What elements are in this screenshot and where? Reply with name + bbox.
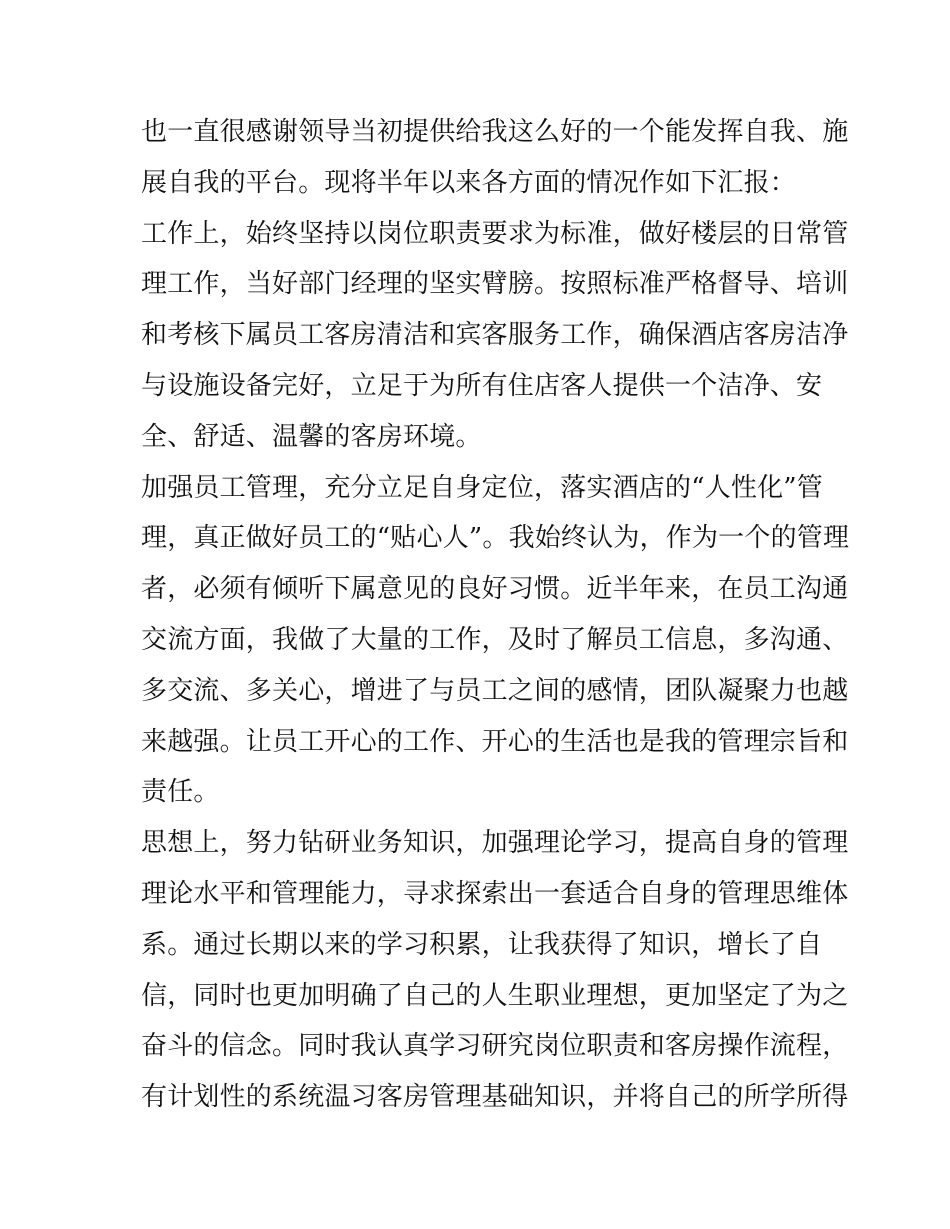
text-line: 奋斗的信念。同时我认真学习研究岗位职责和客房操作流程， — [141, 1031, 849, 1062]
text-line: 责任。 — [141, 777, 220, 808]
text-line: 理，真正做好员工的“贴心人”。我始终认为，作为一个的管理 — [141, 523, 850, 554]
text-line: 理论水平和管理能力，寻求探索出一套适合自身的管理思维体 — [141, 878, 849, 909]
document-body — [141, 107, 850, 1123]
text-line: 展自我的平台。现将半年以来各方面的情况作如下汇报： — [141, 167, 797, 198]
text-line: 全、舒适、温馨的客房环境。 — [141, 421, 482, 452]
text-line: 思想上，努力钻研业务知识，加强理论学习，提高自身的管理 — [141, 828, 849, 859]
text-line: 和考核下属员工客房清洁和宾客服务工作，确保酒店客房洁净 — [141, 320, 849, 351]
text-line: 与设施设备完好，立足于为所有住店客人提供一个洁净、安 — [141, 370, 823, 401]
text-line: 也一直很感谢领导当初提供给我这么好的一个能发挥自我、施 — [141, 117, 849, 147]
text-line: 交流方面，我做了大量的工作，及时了解员工信息，多沟通、 — [141, 624, 849, 655]
text-line: 多交流、多关心，增进了与员工之间的感情，团队凝聚力也越 — [141, 675, 849, 706]
text-line: 工作上，始终坚持以岗位职责要求为标准，做好楼层的日常管 — [141, 218, 849, 249]
text-line: 信，同时也更加明确了自己的人生职业理想，更加坚定了为之 — [141, 980, 849, 1011]
text-line: 来越强。让员工开心的工作、开心的生活也是我的管理宗旨和 — [141, 726, 849, 757]
text-line: 者，必须有倾听下属意见的良好习惯。近半年来，在员工沟通 — [141, 574, 849, 605]
text-line: 系。通过长期以来的学习积累，让我获得了知识，增长了自 — [141, 929, 823, 960]
text-line: 有计划性的系统温习客房管理基础知识，并将自己的所学所得 — [141, 1082, 849, 1113]
text-line: 加强员工管理，充分立足自身定位，落实酒店的“人性化”管 — [141, 472, 823, 503]
text-line: 理工作，当好部门经理的坚实臂膀。按照标准严格督导、培训 — [141, 269, 849, 300]
